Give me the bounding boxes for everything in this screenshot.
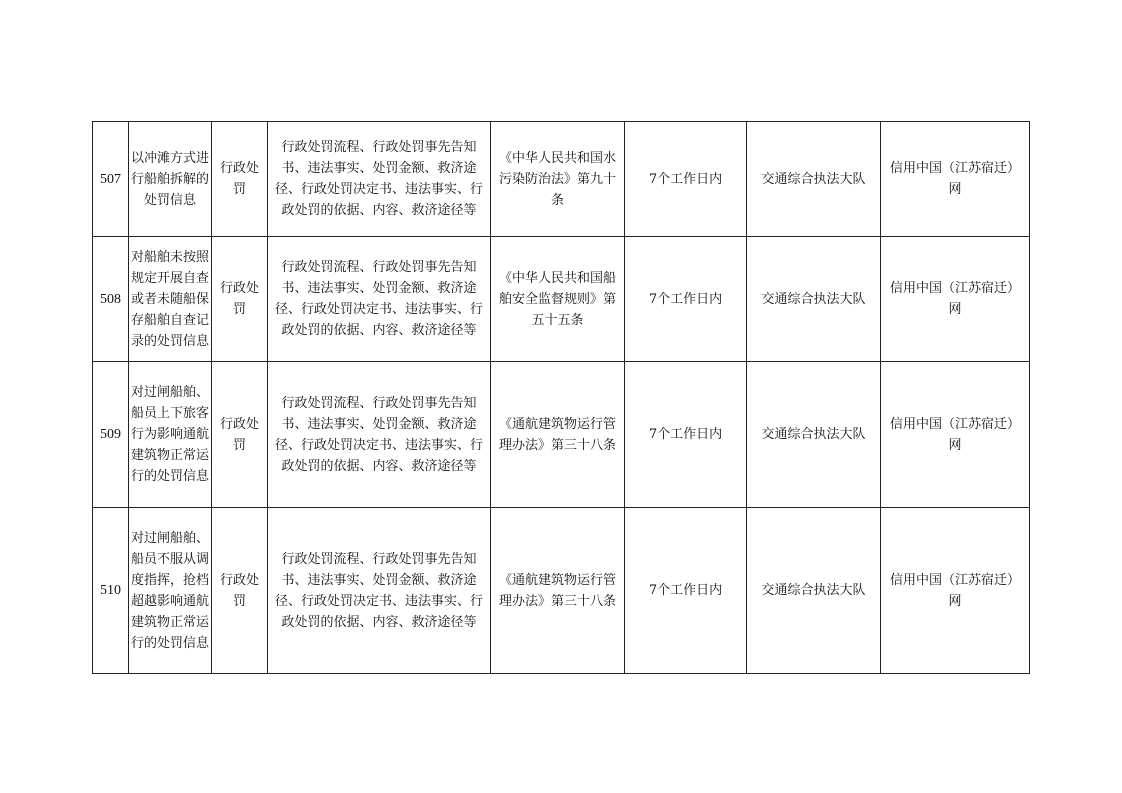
item-type: 行政处罚 [212,122,268,237]
disclosure-content: 行政处罚流程、行政处罚事先告知书、违法事实、处罚金额、救济途径、行政处罚决定书、违法事实、行政处罚的依据、内容、救济途径等 [268,122,491,237]
disclosure-channel: 信用中国（江苏宿迁）网 [881,362,1030,508]
legal-basis: 《通航建筑物运行管理办法》第三十八条 [491,362,625,508]
item-type: 行政处罚 [212,362,268,508]
disclosure-time: 7个工作日内 [625,237,747,362]
item-name: 以冲滩方式进行船舶拆解的处罚信息 [129,122,212,237]
disclosure-channel: 信用中国（江苏宿迁）网 [881,237,1030,362]
legal-basis: 《中华人民共和国水污染防治法》第九十条 [491,122,625,237]
item-type: 行政处罚 [212,237,268,362]
legal-basis: 《中华人民共和国船舶安全监督规则》第五十五条 [491,237,625,362]
row-number: 509 [93,362,129,508]
table-row [93,122,1030,237]
responsible-dept: 交通综合执法大队 [747,237,881,362]
disclosure-time: 7个工作日内 [625,362,747,508]
table-row [93,237,1030,362]
responsible-dept: 交通综合执法大队 [747,122,881,237]
item-name: 对过闸船舶、船员上下旅客行为影响通航建筑物正常运行的处罚信息 [129,362,212,508]
item-type: 行政处罚 [212,508,268,674]
responsible-dept: 交通综合执法大队 [747,362,881,508]
disclosure-content: 行政处罚流程、行政处罚事先告知书、违法事实、处罚金额、救济途径、行政处罚决定书、违法事实、行政处罚的依据、内容、救济途径等 [268,362,491,508]
item-name: 对过闸船舶、船员不服从调度指挥，抢档超越影响通航建筑物正常运行的处罚信息 [129,508,212,674]
item-name: 对船舶未按照规定开展自查或者未随船保存船舶自查记录的处罚信息 [129,237,212,362]
disclosure-time: 7个工作日内 [625,122,747,237]
disclosure-table [92,121,1030,674]
row-number: 507 [93,122,129,237]
disclosure-content: 行政处罚流程、行政处罚事先告知书、违法事实、处罚金额、救济途径、行政处罚决定书、违法事实、行政处罚的依据、内容、救济途径等 [268,508,491,674]
responsible-dept: 交通综合执法大队 [747,508,881,674]
disclosure-content: 行政处罚流程、行政处罚事先告知书、违法事实、处罚金额、救济途径、行政处罚决定书、违法事实、行政处罚的依据、内容、救济途径等 [268,237,491,362]
row-number: 508 [93,237,129,362]
disclosure-channel: 信用中国（江苏宿迁）网 [881,122,1030,237]
disclosure-channel: 信用中国（江苏宿迁）网 [881,508,1030,674]
table-row [93,508,1030,674]
legal-basis: 《通航建筑物运行管理办法》第三十八条 [491,508,625,674]
disclosure-time: 7个工作日内 [625,508,747,674]
table-row [93,362,1030,508]
row-number: 510 [93,508,129,674]
